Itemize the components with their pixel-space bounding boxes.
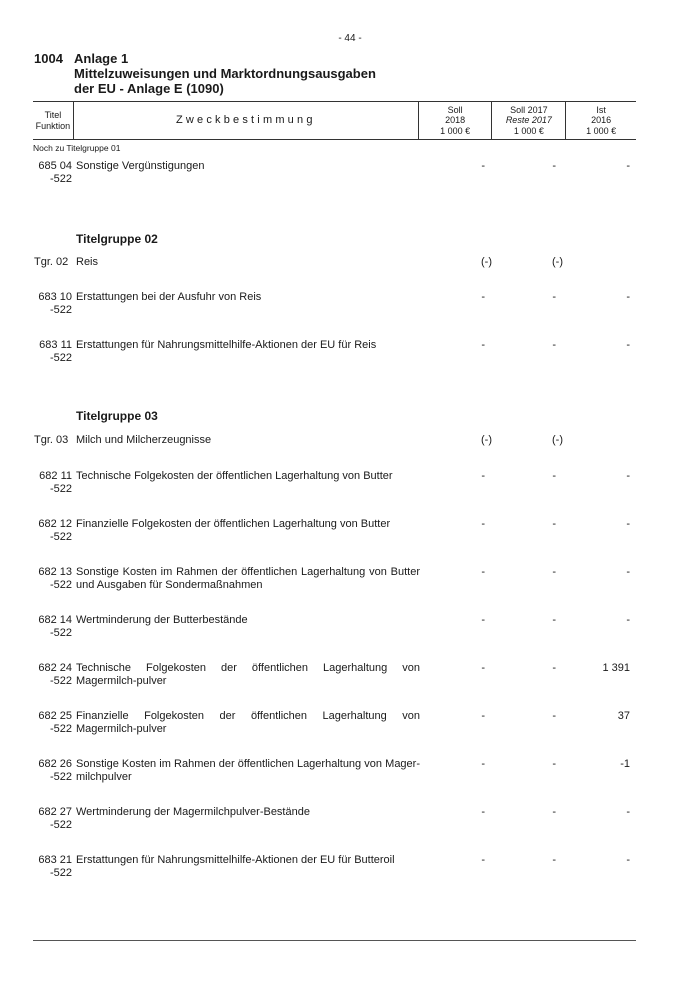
- header-text: Soll: [447, 104, 463, 115]
- row-code: 683 21 -522: [38, 854, 72, 879]
- value-soll-2018: -: [481, 339, 485, 351]
- value-ist-2016: -: [626, 339, 630, 351]
- value-soll-2018: -: [481, 614, 485, 626]
- value-ist-2016: -: [626, 806, 630, 818]
- row-description: Finanzielle Folgekosten der öffentlichen Lagerhaltung von Magermilch-pulver: [76, 710, 420, 735]
- value-soll-2017: (-): [552, 256, 563, 268]
- group-heading: Titelgruppe 02: [76, 232, 158, 246]
- value-soll-2018: -: [481, 160, 485, 172]
- value-soll-2017: -: [552, 662, 556, 674]
- value-soll-2018: -: [481, 710, 485, 722]
- header-text: Funktion: [35, 120, 71, 131]
- group-label: Tgr. 03: [34, 434, 69, 446]
- row-code: 683 10 -522: [38, 291, 72, 316]
- row-description: Erstattungen für Nahrungsmittelhilfe-Aktionen der EU für Reis: [76, 339, 377, 351]
- value-soll-2018: -: [481, 518, 485, 530]
- value-soll-2017: -: [552, 710, 556, 722]
- header-text: Reste 2017: [505, 115, 552, 126]
- header-text: 1 000 €: [586, 125, 617, 136]
- value-soll-2017: (-): [552, 434, 563, 446]
- value-soll-2018: -: [481, 291, 485, 303]
- value-soll-2017: -: [552, 854, 556, 866]
- row-description: Erstattungen bei der Ausfuhr von Reis: [76, 291, 262, 303]
- row-code: 683 11 -522: [39, 339, 72, 364]
- header-text: 1 000 €: [440, 125, 471, 136]
- header-text: Zweckbestimmung: [175, 114, 316, 127]
- value-soll-2018: -: [481, 566, 485, 578]
- value-soll-2018: (-): [481, 256, 492, 268]
- value-soll-2017: -: [552, 339, 556, 351]
- value-ist-2016: -: [626, 518, 630, 530]
- row-description: Wertminderung der Butterbestände: [76, 614, 248, 626]
- header-text: 2016: [591, 115, 612, 126]
- row-description: Sonstige Kosten im Rahmen der öffentlichen Lagerhaltung von Butter und Ausgaben für Sondermaßnahmen: [76, 566, 420, 591]
- value-ist-2016: -: [626, 160, 630, 172]
- value-soll-2017: -: [552, 160, 556, 172]
- value-ist-2016: -: [626, 470, 630, 482]
- value-soll-2017: -: [552, 566, 556, 578]
- chapter-number: 1004: [34, 51, 63, 66]
- header-ist-2016: [566, 102, 636, 139]
- value-soll-2018: (-): [481, 434, 492, 446]
- row-code: 682 13 -522: [38, 566, 72, 591]
- value-soll-2018: -: [481, 758, 485, 770]
- value-soll-2017: -: [552, 291, 556, 303]
- heading-line-3: der EU - Anlage E (1090): [74, 81, 224, 96]
- row-code: 682 25 -522: [38, 710, 72, 735]
- value-soll-2018: -: [481, 806, 485, 818]
- row-code: 685 04 -522: [38, 160, 72, 185]
- header-text: Titel: [44, 110, 62, 120]
- section-heading: [34, 51, 376, 96]
- header-text: Ist: [596, 104, 606, 115]
- value-soll-2017: -: [552, 518, 556, 530]
- group-heading: Titelgruppe 03: [76, 409, 158, 423]
- header-purpose: [74, 102, 419, 139]
- heading-line-2: Mittelzuweisungen und Marktordnungsausgaben: [74, 66, 376, 81]
- row-description: Wertminderung der Magermilchpulver-Bestände: [76, 806, 310, 818]
- continuation-note: Noch zu Titelgruppe 01: [33, 143, 121, 153]
- row-code: 682 24 -522: [38, 662, 72, 687]
- page-number: - 44 -: [338, 33, 362, 44]
- row-description: Sonstige Vergünstigungen: [76, 160, 205, 172]
- row-description: Technische Folgekosten der öffentlichen Lagerhaltung von Magermilch-pulver: [76, 662, 420, 687]
- header-text: 2018: [445, 115, 466, 126]
- value-soll-2017: -: [552, 470, 556, 482]
- value-ist-2016: -: [626, 614, 630, 626]
- value-soll-2017: -: [552, 758, 556, 770]
- value-soll-2018: -: [481, 854, 485, 866]
- row-description: Technische Folgekosten der öffentlichen Lagerhaltung von Butter: [76, 470, 393, 482]
- row-code: 682 11 -522: [39, 470, 72, 495]
- value-ist-2016: 1 391: [602, 662, 630, 674]
- value-ist-2016: -: [626, 566, 630, 578]
- group-name: Reis: [76, 256, 99, 268]
- value-soll-2018: -: [481, 662, 485, 674]
- row-description: Erstattungen für Nahrungsmittelhilfe-Aktionen der EU für Butteroil: [76, 854, 395, 866]
- value-ist-2016: -1: [620, 758, 630, 770]
- heading-line-1: Anlage 1: [74, 51, 129, 66]
- header-soll-2018: [419, 102, 493, 139]
- footer-divider: [33, 940, 636, 941]
- row-description: Sonstige Kosten im Rahmen der öffentlichen Lagerhaltung von Mager-milchpulver: [76, 758, 420, 783]
- row-code: 682 12 -522: [38, 518, 72, 543]
- header-text: 1 000 €: [513, 125, 544, 136]
- row-code: 682 27 -522: [38, 806, 72, 831]
- row-description: Finanzielle Folgekosten der öffentlichen Lagerhaltung von Butter: [76, 518, 391, 530]
- value-ist-2016: -: [626, 291, 630, 303]
- row-code: 682 14 -522: [38, 614, 72, 639]
- group-name: Milch und Milcherzeugnisse: [76, 434, 212, 446]
- header-title-function: [33, 102, 74, 139]
- header-soll-2017: [492, 102, 566, 139]
- value-ist-2016: -: [626, 854, 630, 866]
- row-code: 682 26 -522: [38, 758, 72, 783]
- value-soll-2017: -: [552, 806, 556, 818]
- value-soll-2018: -: [481, 470, 485, 482]
- header-text: Soll 2017: [510, 104, 548, 115]
- table-header: [33, 101, 636, 140]
- value-ist-2016: 37: [617, 710, 630, 722]
- value-soll-2017: -: [552, 614, 556, 626]
- group-label: Tgr. 02: [34, 256, 69, 268]
